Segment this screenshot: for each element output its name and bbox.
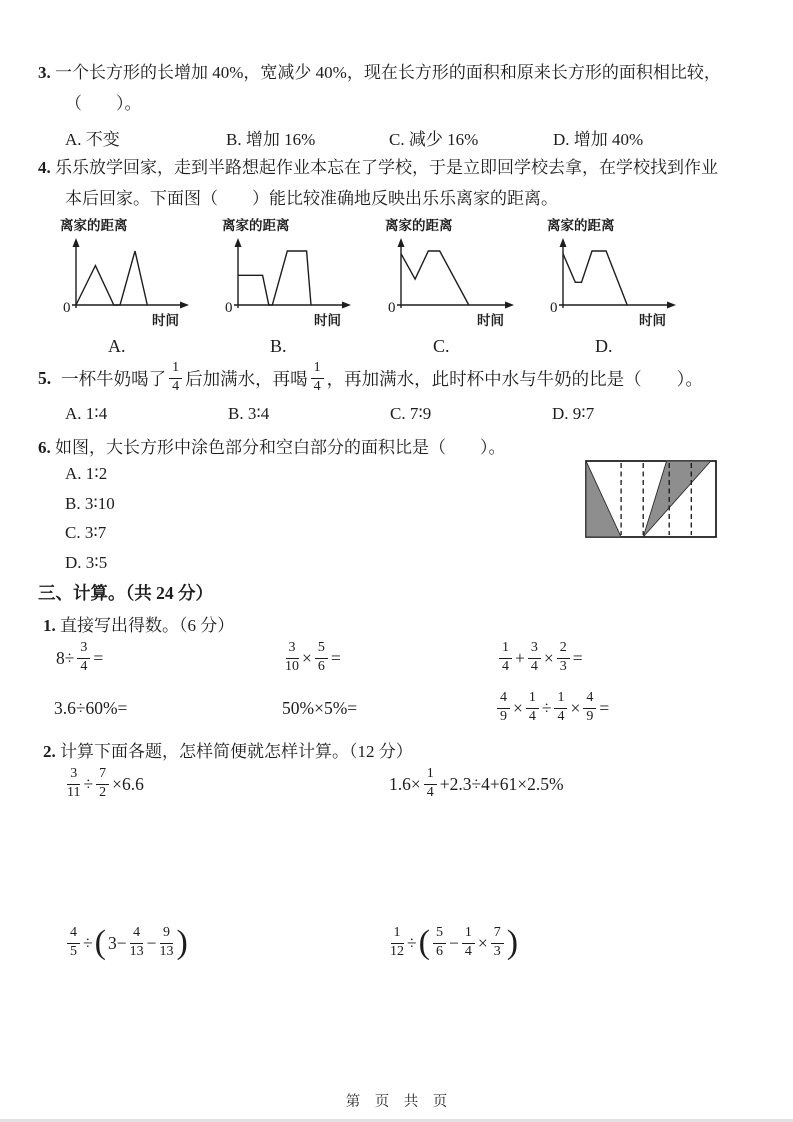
part-1-number: 1. xyxy=(43,616,56,635)
q6-option-c: C. 3∶7 xyxy=(65,523,107,542)
graph-d-letter: D. xyxy=(595,336,613,356)
fraction: $\frac{1}{4}$ xyxy=(311,361,324,394)
expr-text: 3− xyxy=(107,932,127,953)
expr-text: = xyxy=(572,647,583,668)
big-paren: ) xyxy=(506,923,519,961)
graph-option-c xyxy=(385,214,535,357)
question-5-text xyxy=(60,361,704,394)
fraction: $\frac{5}{6}$ xyxy=(433,926,446,959)
graph-option-d xyxy=(547,214,697,357)
x-axis-label: 时间 xyxy=(314,313,341,328)
calc2-expr-3 xyxy=(65,916,189,970)
graph-c-letter: C. xyxy=(433,336,450,356)
expr-text: × xyxy=(543,647,554,668)
expr-text: × xyxy=(513,697,523,718)
origin-label: 0 xyxy=(225,300,233,316)
expr-text: 8÷ xyxy=(56,647,75,668)
q3-option-a: A. 不变 xyxy=(65,130,120,149)
section-3-heading: 三、计算。（共 24 分） xyxy=(38,583,213,603)
graph-d-ylabel: 离家的距离 xyxy=(547,218,615,233)
question-5-line xyxy=(38,356,704,400)
fraction: $\frac{1}{12}$ xyxy=(390,925,404,959)
expr-text: × xyxy=(570,697,581,718)
origin-label: 0 xyxy=(550,300,558,316)
graph-b-letter: B. xyxy=(270,336,287,356)
expr-text: ÷ xyxy=(407,932,417,953)
q6-option-b: B. 3∶10 xyxy=(65,494,115,513)
shaded-rectangle-svg xyxy=(585,460,718,539)
fraction: $\frac{9}{13}$ xyxy=(159,925,174,959)
fraction: $\frac{1}{4}$ xyxy=(554,691,567,724)
graph-d-chart xyxy=(547,231,697,336)
q6-figure xyxy=(585,460,718,544)
calc1-expr-2 xyxy=(283,634,342,682)
question-4-line1 xyxy=(38,158,718,178)
graph-a-letter: A. xyxy=(108,336,126,356)
expr-text: ÷ xyxy=(541,697,552,718)
calc2-expr-4 xyxy=(388,916,519,970)
big-paren: ) xyxy=(176,923,188,961)
fraction: $\frac{5}{6}$ xyxy=(315,641,328,674)
graph-option-a xyxy=(60,214,210,357)
question-3-line1 xyxy=(38,63,721,83)
expr-text: × xyxy=(302,647,312,668)
calc2-expr-2 xyxy=(388,759,565,809)
calc2-expr-1 xyxy=(65,759,145,809)
question-6-number: 6. xyxy=(38,438,51,457)
fraction: $\frac{1}{4}$ xyxy=(462,926,475,959)
line-chart-svg xyxy=(385,231,535,331)
graph-a-ylabel: 离家的距离 xyxy=(60,218,128,233)
graph-b-ylabel: 离家的距离 xyxy=(222,218,290,233)
fraction: $\frac{3}{4}$ xyxy=(528,641,541,674)
fraction: $\frac{2}{3}$ xyxy=(557,641,570,674)
fraction: $\frac{3}{10}$ xyxy=(285,640,299,674)
fraction: $\frac{4}{9}$ xyxy=(497,691,510,724)
x-axis-label: 时间 xyxy=(639,313,666,328)
expr-text: = xyxy=(330,647,341,668)
fraction: $\frac{4}{5}$ xyxy=(67,926,80,959)
q3-option-c: C. 减少 16% xyxy=(389,130,479,149)
q6-option-a: A. 1∶2 xyxy=(65,464,108,483)
fraction: $\frac{1}{4}$ xyxy=(526,691,539,724)
expr-text: ÷ xyxy=(83,773,94,794)
question-4-line2: 本后回家。下面图（ ）能比较准确地反映出乐乐离家的距离。 xyxy=(65,189,558,208)
expr-text: − xyxy=(448,932,459,953)
fraction: $\frac{7}{2}$ xyxy=(96,767,109,800)
part-1-heading xyxy=(43,611,234,636)
expr-text: ，再加满水，此时杯中水与牛奶的比是（ ）。 xyxy=(326,368,703,389)
fraction: $\frac{4}{13}$ xyxy=(129,925,144,959)
x-axis-label: 时间 xyxy=(152,313,179,328)
calc1-expr-1 xyxy=(55,634,104,682)
q5-option-c: C. 7∶9 xyxy=(390,404,432,423)
q5-option-d: D. 9∶7 xyxy=(552,404,595,423)
q3-option-b: B. 增加 16% xyxy=(226,130,316,149)
question-3-options xyxy=(65,125,765,147)
expr-text: × xyxy=(477,932,488,953)
part-2-title: 计算下面各题，怎样简便就怎样计算。（12 分） xyxy=(60,742,413,761)
expr-text: +2.3÷4+61×2.5% xyxy=(439,773,564,794)
graph-c-ylabel: 离家的距离 xyxy=(385,218,453,233)
fraction: $\frac{3}{4}$ xyxy=(77,641,90,674)
expr-text: = xyxy=(599,697,610,718)
q3-option-d: D. 增加 40% xyxy=(553,130,644,149)
page-footer: 第 页 共 页 xyxy=(345,1094,448,1110)
q6-option-d: D. 3∶5 xyxy=(65,553,108,572)
line-chart-svg xyxy=(222,231,372,331)
question-3-blank: （ ）。 xyxy=(65,94,142,113)
q5-option-b: B. 3∶4 xyxy=(228,404,270,423)
fraction: $\frac{1}{4}$ xyxy=(169,361,182,394)
expr-text: ÷ xyxy=(83,932,93,953)
part-1-title: 直接写出得数。（6 分） xyxy=(60,616,235,635)
fraction: $\frac{1}{4}$ xyxy=(424,767,437,800)
expr-text: − xyxy=(146,932,157,953)
calc1-expr-6 xyxy=(495,686,610,730)
expr-text: 一杯牛奶喝了 xyxy=(61,368,167,389)
calc1-expr-5 xyxy=(281,686,358,730)
expr-text: = xyxy=(93,647,104,668)
fraction: $\frac{7}{3}$ xyxy=(491,926,504,959)
graph-option-b xyxy=(222,214,372,357)
origin-label: 0 xyxy=(388,300,396,316)
question-6-text: 如图，大长方形中涂色部分和空白部分的面积比是（ ）。 xyxy=(55,438,506,457)
expr-text: + xyxy=(515,647,525,668)
graph-c-chart xyxy=(385,231,535,336)
question-3-number: 3. xyxy=(38,63,51,82)
origin-label: 0 xyxy=(63,300,71,316)
x-axis-label: 时间 xyxy=(477,313,504,328)
question-5-number: 5. xyxy=(38,367,52,388)
fraction: $\frac{4}{9}$ xyxy=(583,691,596,724)
question-4-text: 乐乐放学回家，走到半路想起作业本忘在了学校，于是立即回学校去拿，在学校找到作业 xyxy=(55,158,718,177)
calc1-expr-3 xyxy=(497,634,584,682)
expr-text: 后加满水，再喝 xyxy=(185,368,308,389)
question-5-options xyxy=(65,404,765,426)
big-paren: ( xyxy=(94,923,106,961)
question-4-graphs xyxy=(60,214,740,354)
part-2-number: 2. xyxy=(43,742,56,761)
question-6-line1 xyxy=(38,438,506,458)
line-chart-svg xyxy=(547,231,697,331)
calc1-expr-4 xyxy=(53,686,128,730)
big-paren: ( xyxy=(418,923,430,961)
q5-option-a: A. 1∶4 xyxy=(65,404,108,423)
fraction: $\frac{1}{4}$ xyxy=(499,641,512,674)
expr-text: 1.6× xyxy=(389,773,421,794)
graph-b-chart xyxy=(222,231,372,336)
question-3-text: 一个长方形的长增加 40%，宽减少 40%，现在长方形的面积和原来长方形的面积相比较， xyxy=(55,63,721,82)
expr-text: 50%×5%= xyxy=(282,697,358,718)
expr-text: 3.6÷60%= xyxy=(54,697,128,718)
expr-text: ×6.6 xyxy=(112,773,144,794)
graph-a-chart xyxy=(60,231,210,336)
line-chart-svg xyxy=(60,231,210,331)
question-4-number: 4. xyxy=(38,158,51,177)
fraction: $\frac{3}{11}$ xyxy=(67,766,81,800)
